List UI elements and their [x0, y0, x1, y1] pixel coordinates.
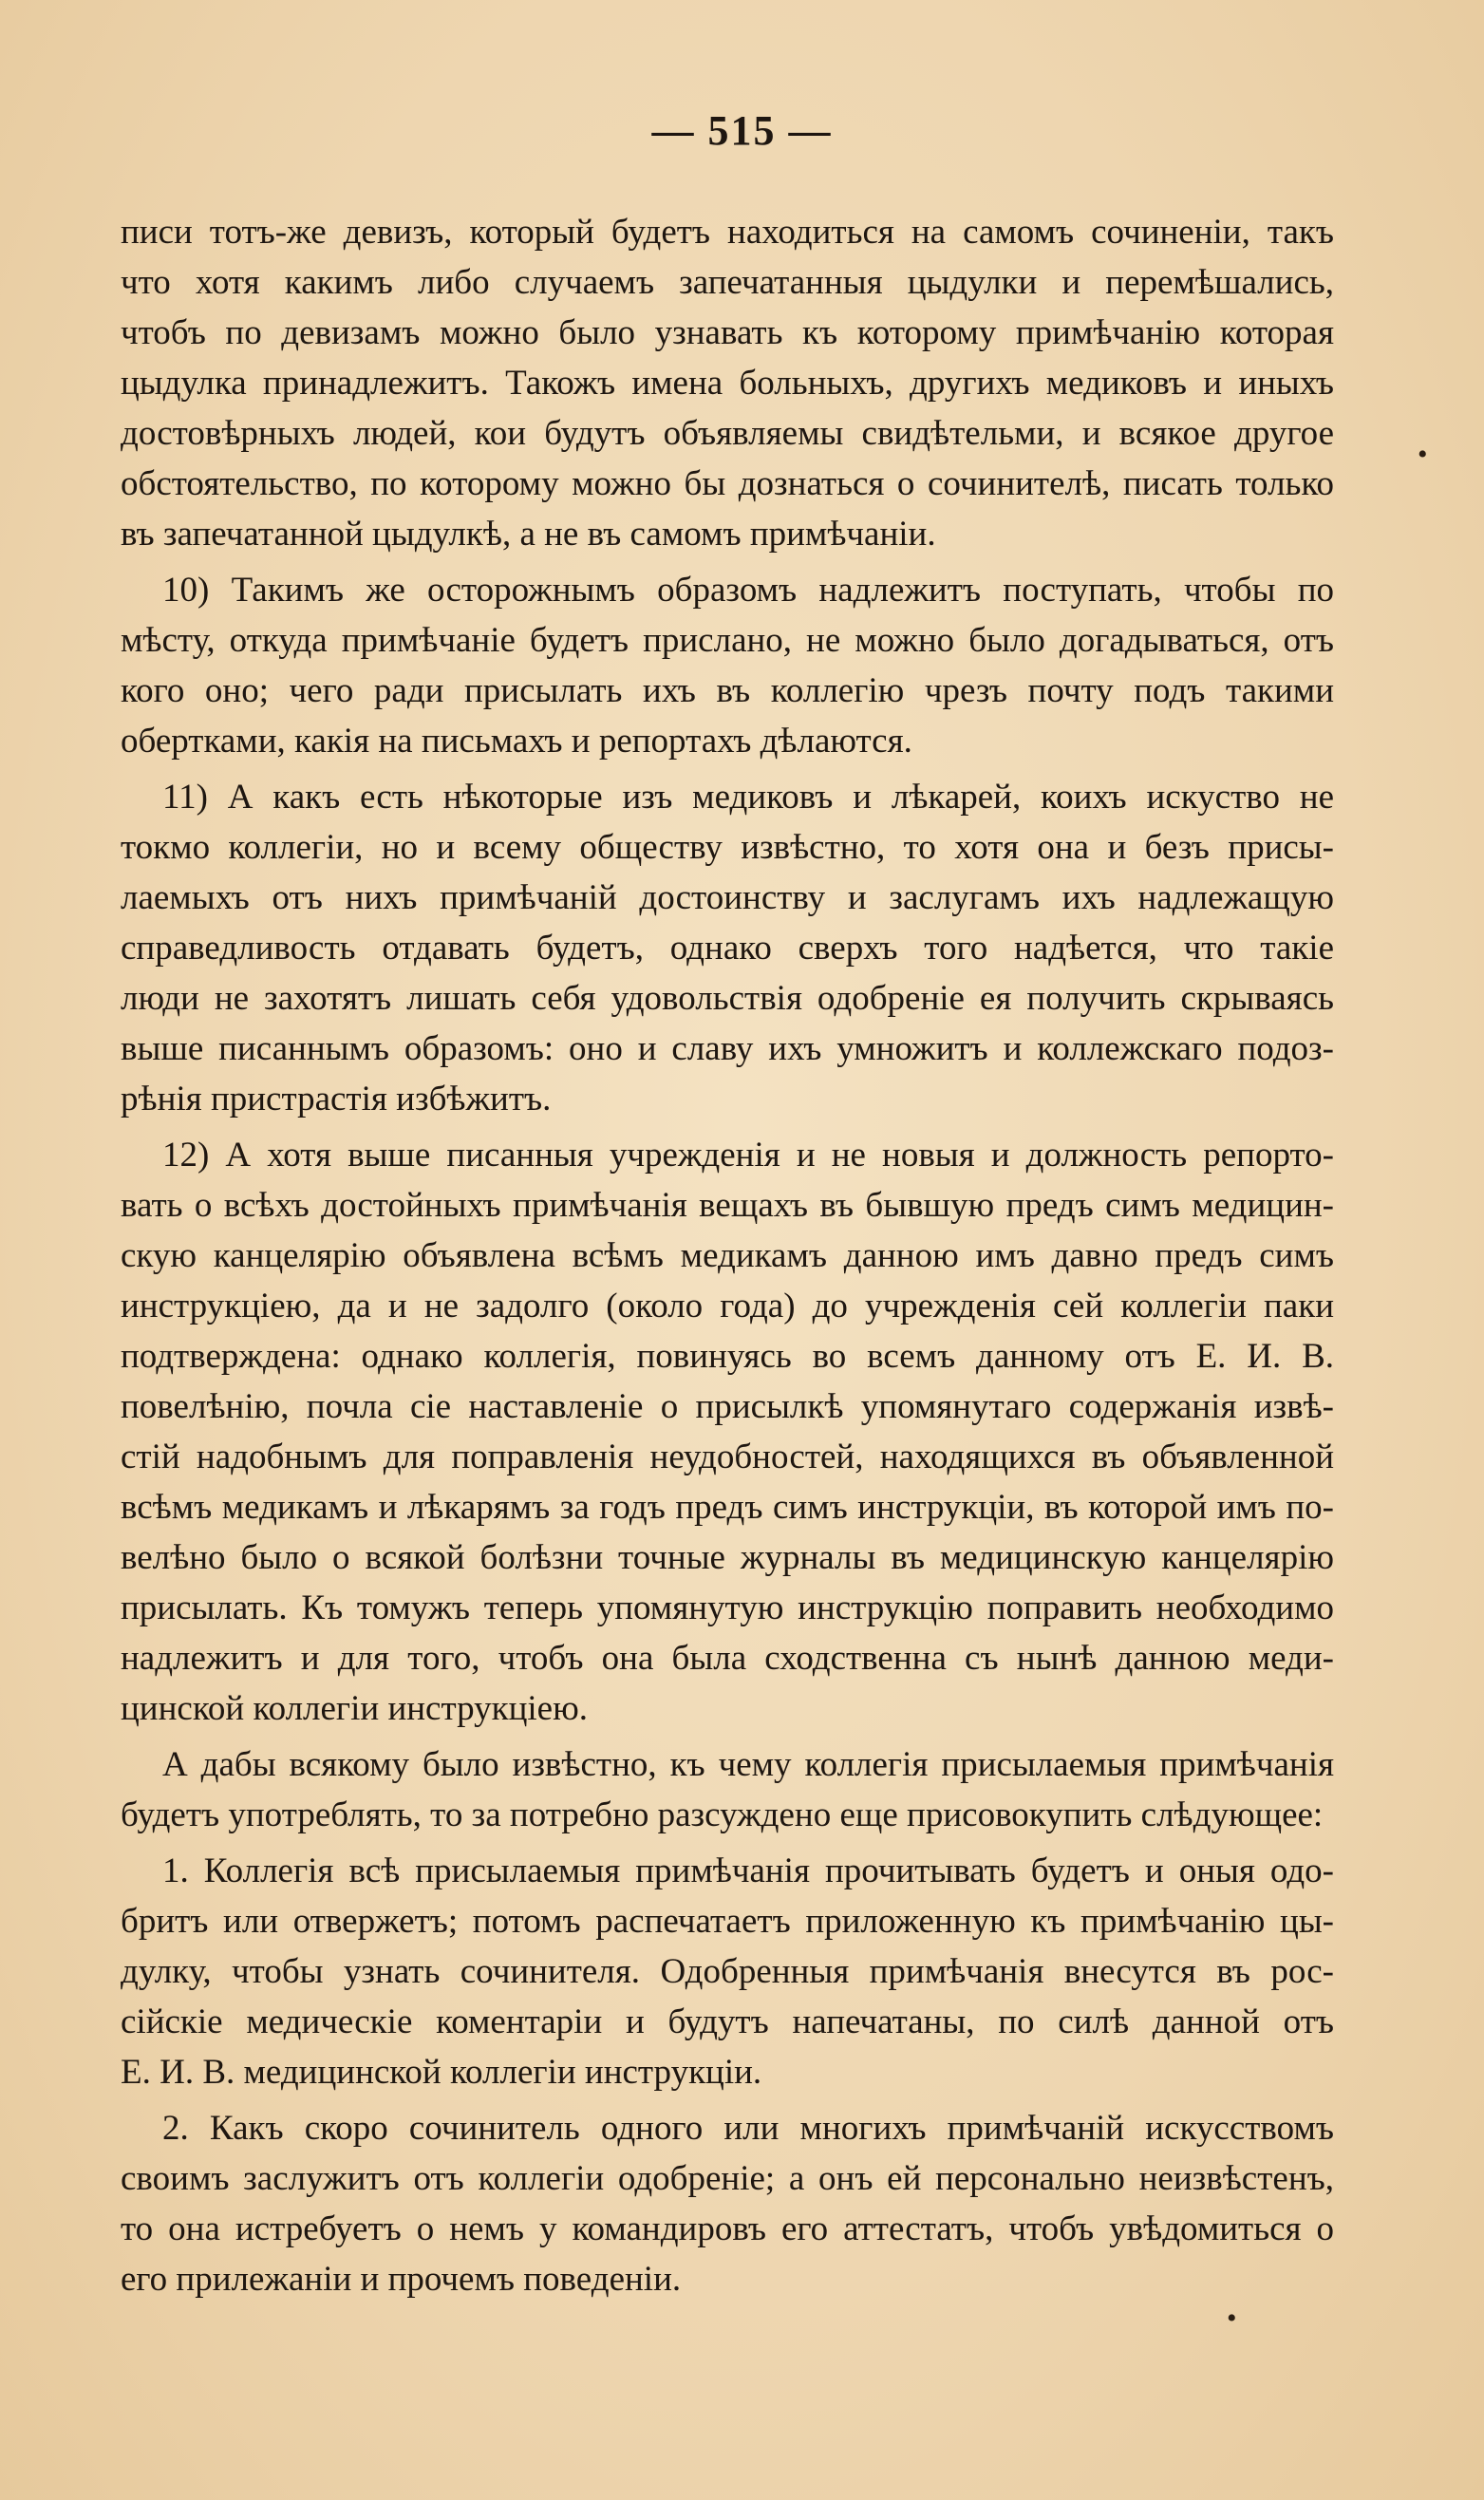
- text-line: токмо коллегіи, но и всему обществу извѣстно, то хотя она и безъ присы-: [121, 828, 1334, 867]
- body-text: [121, 207, 1334, 2304]
- text-line: достовѣрныхъ людей, кои будутъ объявляемы свидѣтельми, и всякое другое: [121, 414, 1334, 453]
- text-line: его прилежаніи и прочемъ поведеніи.: [121, 2260, 682, 2299]
- text-line: надлежитъ и для того, чтобъ она была сходственна съ нынѣ данною меди-: [121, 1639, 1334, 1678]
- text-line: Е. И. В. медицинской коллегіи инструкціи.: [121, 2053, 762, 2092]
- text-line: 2. Какъ скоро сочинитель одного или многихъ примѣчаній искусствомъ: [162, 2109, 1334, 2148]
- text-line: выше писаннымъ образомъ: оно и славу ихъ умножитъ и коллежскаго подоз-: [121, 1029, 1334, 1068]
- paragraph-continuation: [121, 207, 1334, 559]
- text-line: всѣмъ медикамъ и лѣкарямъ за годъ предъ симъ инструкціи, въ которой имъ по-: [121, 1488, 1334, 1527]
- text-line: стій надобнымъ для поправленія неудобностей, находящихся въ объявленной: [121, 1438, 1334, 1476]
- text-line: подтверждена: однако коллегія, повинуясь во всемъ данному отъ Е. И. В.: [121, 1337, 1334, 1376]
- footer-ink-dot: •: [1227, 2303, 1237, 2334]
- text-line: 10) Такимъ же осторожнымъ образомъ надлежитъ поступать, чтобы по: [162, 571, 1334, 610]
- text-line: справедливость отдавать будетъ, однако сверхъ того надѣется, что такіе: [121, 929, 1334, 968]
- text-line: бритъ или отвержетъ; потомъ распечатаетъ приложенную къ примѣчанію цы-: [121, 1902, 1334, 1941]
- text-line: лаемыхъ отъ нихъ примѣчаній достоинству и заслугамъ ихъ надлежащую: [121, 878, 1334, 917]
- text-line: вать о всѣхъ достойныхъ примѣчанія вещахъ въ бывшую предъ симъ медицин-: [121, 1186, 1334, 1225]
- text-line: въ запечатанной цыдулкѣ, а не въ самомъ примѣчаніи.: [121, 515, 936, 554]
- text-line: мѣсту, откуда примѣчаніе будетъ прислано, не можно было догадываться, отъ: [121, 621, 1334, 660]
- text-line: то она истребуетъ о немъ у командировъ его аттестатъ, чтобъ увѣдомиться о: [121, 2209, 1334, 2248]
- text-line: обертками, какія на письмахъ и репортахъ дѣлаются.: [121, 722, 912, 761]
- text-line: 11) А какъ есть нѣкоторые изъ медиковъ и лѣкарей, коихъ искуство не: [162, 778, 1334, 817]
- paragraph-item-1: [121, 1846, 1334, 2097]
- text-line: обстоятельство, по которому можно бы дознаться о сочинителѣ, писать только: [121, 464, 1334, 503]
- paragraph-11: [121, 772, 1334, 1124]
- text-line: повелѣнію, почла сіе наставленіе о присылкѣ упомянутаго содержанія извѣ-: [121, 1387, 1334, 1426]
- text-line: А дабы всякому было извѣстно, къ чему коллегія присылаемыя примѣчанія: [162, 1745, 1334, 1784]
- text-line: сійскіе медическіе коментаріи и будутъ напечатаны, по силѣ данной отъ: [121, 2002, 1334, 2041]
- text-line: люди не захотятъ лишать себя удовольствія одобреніе ея получить скрываясь: [121, 979, 1334, 1018]
- paragraph-10: [121, 565, 1334, 766]
- paragraph-item-2: [121, 2103, 1334, 2304]
- text-line: инструкціею, да и не задолго (около года) до учрежденія сей коллегіи паки: [121, 1287, 1334, 1325]
- text-line: дулку, чтобы узнать сочинителя. Одобренныя примѣчанія внесутся въ рос-: [121, 1952, 1334, 1991]
- text-line: писи тотъ-же девизъ, который будетъ находиться на самомъ сочиненіи, такъ: [121, 213, 1334, 252]
- text-line: цыдулка принадлежитъ. Такожъ имена больныхъ, другихъ медиковъ и иныхъ: [121, 364, 1334, 403]
- page-number: — 515 —: [651, 107, 833, 154]
- text-line: своимъ заслужитъ отъ коллегіи одобреніе; а онъ ей персонально неизвѣстенъ,: [121, 2159, 1334, 2198]
- text-line: скую канцелярію объявлена всѣмъ медикамъ данною имъ давно предъ симъ: [121, 1236, 1334, 1275]
- text-line: рѣнія пристрастія избѣжитъ.: [121, 1080, 552, 1118]
- text-line: цинской коллегіи инструкціею.: [121, 1689, 588, 1728]
- text-line: велѣно было о всякой болѣзни точные журналы въ медицинскую канцелярію: [121, 1538, 1334, 1577]
- text-line: кого оно; чего ради присылать ихъ въ коллегію чрезъ почту подъ такими: [121, 671, 1334, 710]
- text-line: чтобъ по девизамъ можно было узнавать къ которому примѣчанію которая: [121, 313, 1334, 352]
- text-line: будетъ употреблять, то за потребно разсуждено еще присовокупить слѣдующее:: [121, 1795, 1324, 1834]
- text-line: 12) А хотя выше писанныя учрежденія и не новыя и должность репорто-: [162, 1136, 1334, 1175]
- paragraph-intro: [121, 1739, 1334, 1840]
- text-line: 1. Коллегія всѣ присылаемыя примѣчанія прочитывать будетъ и оныя одо-: [162, 1852, 1334, 1890]
- text-line: что хотя какимъ либо случаемъ запечатанныя цыдулки и перемѣшались,: [121, 263, 1334, 302]
- paragraph-12: [121, 1130, 1334, 1734]
- text-line: присылать. Къ томужъ теперь упомянутую инструкцію поправить необходимо: [121, 1588, 1334, 1627]
- margin-ink-dot: •: [1418, 439, 1428, 470]
